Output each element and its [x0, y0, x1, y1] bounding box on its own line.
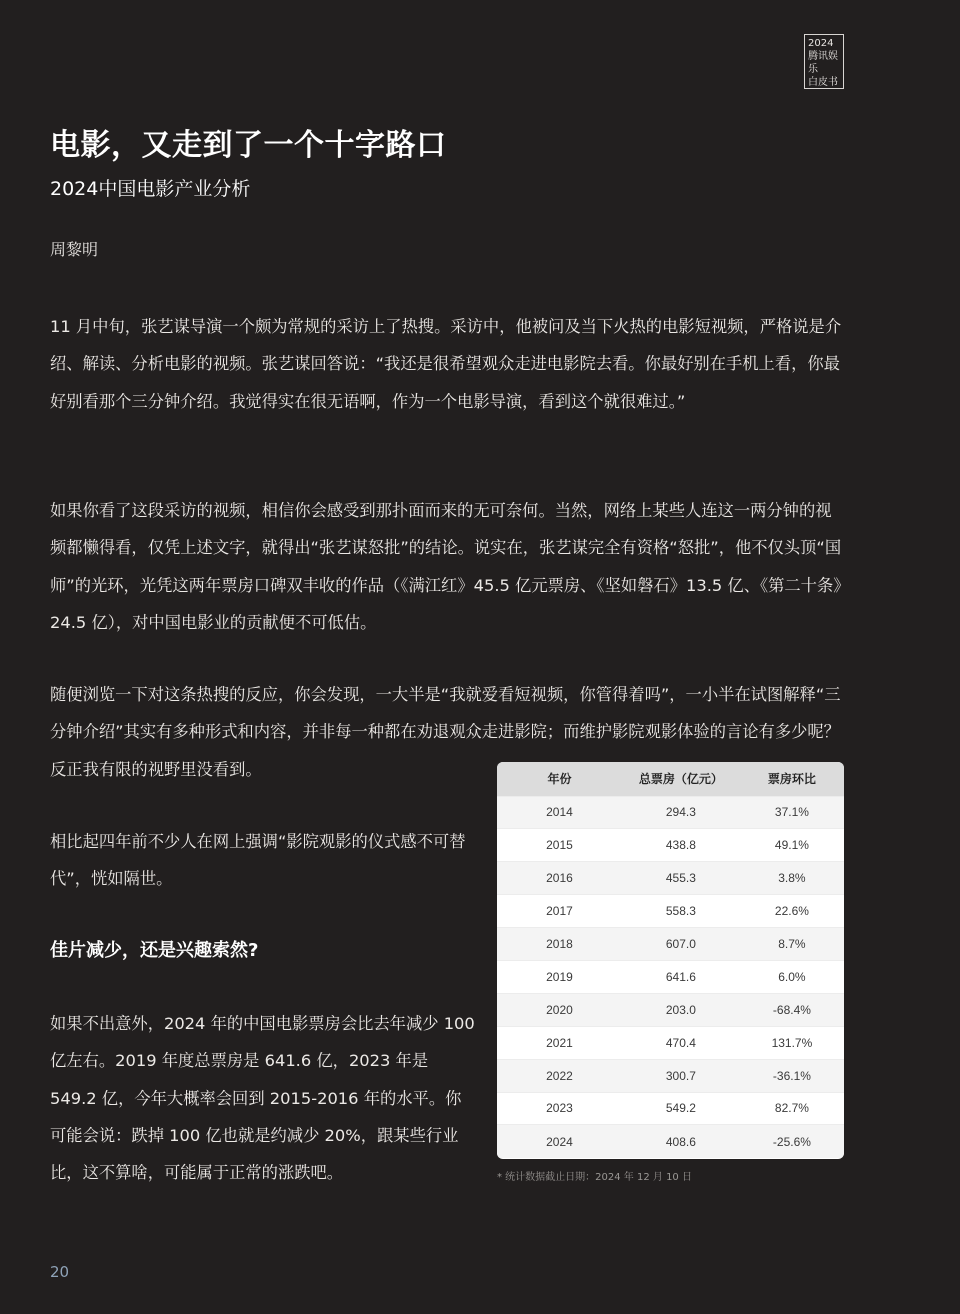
box-office-cell: 549.2: [622, 1092, 740, 1125]
paragraph-1: 11 月中旬，张艺谋导演一个颇为常规的采访上了热搜。采访中，他被问及当下火热的电影短视频，严格说是介绍、解读、分析电影的视频。张艺谋回答说：“我还是很希望观众走进电影院去看。你最好别在手机上看，你最好别看那个三分钟介绍。我觉得实在很无语啊，作为一个电影导演，看到这个就很难过。”: [50, 317, 842, 411]
table-header-row: [497, 762, 844, 796]
growth-cell: -36.1%: [740, 1059, 844, 1092]
table-row: [497, 895, 844, 928]
year-cell: 2019: [497, 960, 622, 993]
growth-cell: -25.6%: [740, 1125, 844, 1158]
box-office-cell: 607.0: [622, 928, 740, 961]
growth-cell: 49.1%: [740, 829, 844, 862]
section-heading: 佳片减少，还是兴趣索然?: [50, 940, 259, 961]
table-footnote: * 统计数据截止日期：2024 年 12 月 10 日: [497, 1172, 692, 1183]
badge-line1: 腾讯娱乐: [808, 51, 838, 75]
badge-line2: 白皮书: [808, 77, 838, 88]
paragraph-4: 相比起四年前不少人在网上强调“影院观影的仪式感不可替代”，恍如隔世。: [50, 832, 466, 889]
box-office-cell: 455.3: [622, 862, 740, 895]
table-row: [497, 1059, 844, 1092]
growth-cell: 37.1%: [740, 796, 844, 829]
growth-cell: 6.0%: [740, 960, 844, 993]
year-cell: 2023: [497, 1092, 622, 1125]
year-cell: 2024: [497, 1125, 622, 1158]
year-cell: 2016: [497, 862, 622, 895]
table-row: [497, 993, 844, 1026]
paragraph-3: 随便浏览一下对这条热搜的反应，你会发现，一大半是“我就爱看短视频，你管得着吗”，一小半在试图解释“三分钟介绍”其实有多种形式和内容，并非每一种都在劝退观众走进影院；而维护影院观影体验的言论有多少呢？反正我有限的视野里没看到。: [50, 685, 841, 779]
growth-cell: 131.7%: [740, 1026, 844, 1059]
column-header-box-office: 总票房（亿元）: [622, 762, 740, 796]
table-row: [497, 1026, 844, 1059]
growth-cell: 82.7%: [740, 1092, 844, 1125]
article-title: 电影，又走到了一个十字路口: [50, 128, 447, 163]
box-office-cell: 641.6: [622, 960, 740, 993]
table-row: [497, 1125, 844, 1158]
badge-year: 2024: [808, 38, 834, 49]
table-row: [497, 829, 844, 862]
article-author: 周黎明: [50, 240, 99, 259]
box-office-cell: 438.8: [622, 829, 740, 862]
column-header-growth: 票房环比: [740, 762, 844, 796]
column-header-year: 年份: [497, 762, 622, 796]
table-row: [497, 960, 844, 993]
year-cell: 2017: [497, 895, 622, 928]
box-office-table: [497, 762, 844, 1159]
year-cell: 2018: [497, 928, 622, 961]
table-row: [497, 862, 844, 895]
box-office-cell: 294.3: [622, 796, 740, 829]
table-row: [497, 928, 844, 961]
box-office-cell: 558.3: [622, 895, 740, 928]
box-office-cell: 203.0: [622, 993, 740, 1026]
year-cell: 2021: [497, 1026, 622, 1059]
table-body: [497, 796, 844, 1158]
year-cell: 2014: [497, 796, 622, 829]
table-row: [497, 1092, 844, 1125]
paragraph-2: 如果你看了这段采访的视频，相信你会感受到那扑面而来的无可奈何。当然，网络上某些人连这一两分钟的视频都懒得看，仅凭上述文字，就得出“张艺谋怒批”的结论。说实在，张艺谋完全有资格“怒批”，他不仅头顶“国师”的光环，光凭这两年票房口碑双丰收的作品（《满江红》45.5 亿元票房、《坚如磐石》13.5 亿、《第二十条》24.5 亿），对中国电影业的贡献便不可低估。: [50, 501, 842, 632]
year-cell: 2020: [497, 993, 622, 1026]
year-cell: 2022: [497, 1059, 622, 1092]
paragraph-5: 如果不出意外，2024 年的中国电影票房会比去年减少 100 亿左右。2019 年度总票房是 641.6 亿，2023 年是 549.2 亿，今年大概率会回到 2015-2016 年的水平。你可能会说：跌掉 100 亿也就是约减少 20%，跟某些行业比，这不算啥，可能属于正常的涨跌吧。: [50, 1014, 475, 1183]
box-office-cell: 408.6: [622, 1125, 740, 1158]
table-row: [497, 796, 844, 829]
growth-cell: -68.4%: [740, 993, 844, 1026]
growth-cell: 8.7%: [740, 928, 844, 961]
box-office-cell: 470.4: [622, 1026, 740, 1059]
page-number: 20: [50, 1263, 70, 1281]
box-office-cell: 300.7: [622, 1059, 740, 1092]
article-subtitle: 2024中国电影产业分析: [50, 178, 251, 200]
whitepaper-badge: [804, 34, 844, 89]
year-cell: 2015: [497, 829, 622, 862]
growth-cell: 22.6%: [740, 895, 844, 928]
growth-cell: 3.8%: [740, 862, 844, 895]
